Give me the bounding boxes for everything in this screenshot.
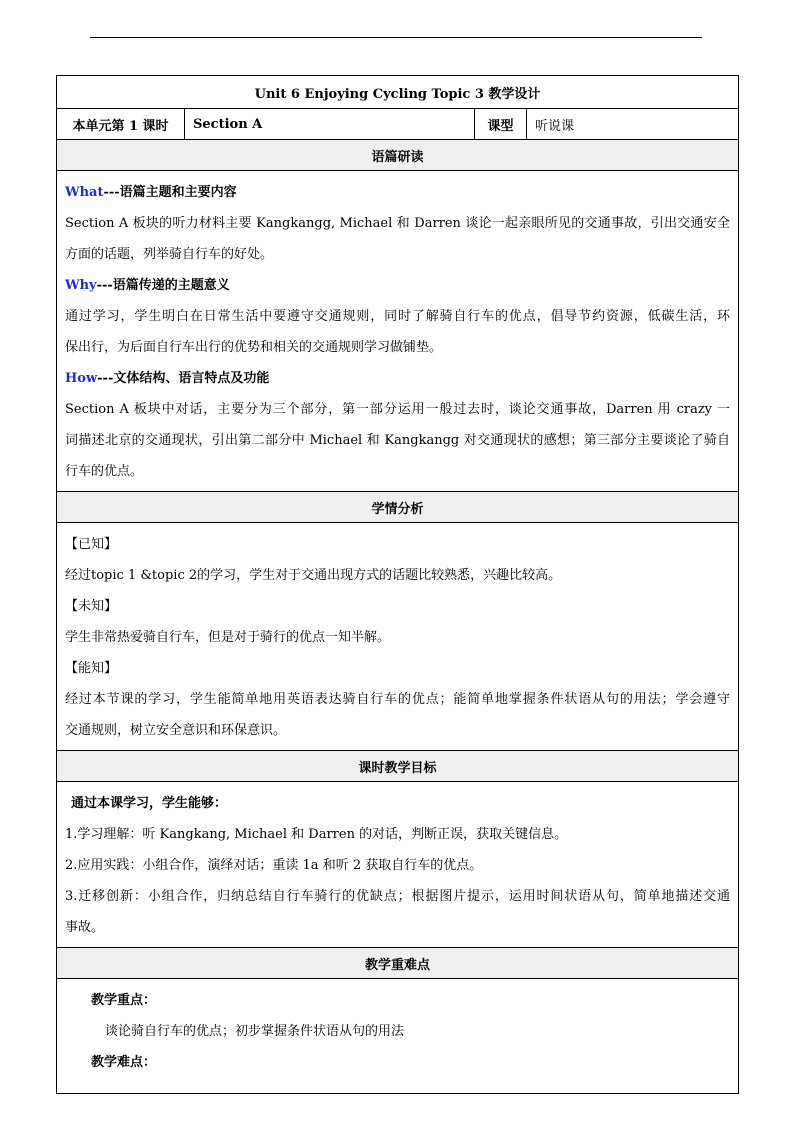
section-header-text-study: 语篇研读 (57, 140, 739, 171)
section-header-goals: 课时教学目标 (57, 751, 739, 782)
goals-intro: 通过本课学习，学生能够： (71, 796, 228, 811)
learner-body (57, 523, 739, 751)
why-heading: Why---语篇传递的主题意义 (65, 278, 230, 293)
type-label: 课型 (475, 109, 527, 140)
how-line-3: 行车的优点。 (65, 464, 144, 479)
header-rule (90, 37, 702, 38)
section-header-learner: 学情分析 (57, 492, 739, 523)
unknown-text: 学生非常热爱骑自行车，但是对于骑行的优点一知半解。 (65, 630, 391, 645)
goals-body (57, 782, 739, 948)
section-name: Section A (185, 109, 475, 140)
known-text: 经过topic 1 &topic 2的学习，学生对于交通出现方式的话题比较熟悉，兴趣比较高。 (65, 568, 562, 583)
lesson-plan-table (56, 75, 739, 1094)
key-point-label: 教学重点： (91, 993, 157, 1008)
how-line-2: 词描述北京的交通现状，引出第二部分中 Michael 和 Kangkangg 对交通现状的感想；第三部分主要谈论了骑自 (65, 433, 731, 448)
document-title: Unit 6 Enjoying Cycling Topic 3 教学设计 (57, 76, 739, 109)
why-line-1: 通过学习，学生明白在日常生活中要遵守交通规则，同时了解骑自行车的优点，倡导节约资源，低碳生活，环 (65, 309, 731, 324)
focus-body (57, 979, 739, 1094)
difficulty-label: 教学难点： (91, 1055, 157, 1070)
how-heading: How---文体结构、语言特点及功能 (65, 371, 270, 386)
type-value: 听说课 (527, 109, 739, 140)
able-line-1: 经过本节课的学习，学生能简单地用英语表达骑自行车的优点；能简单地掌握条件状语从句的用法；学会遵守 (65, 692, 731, 707)
unknown-label: 【未知】 (65, 599, 118, 614)
able-line-2: 交通规则，树立安全意识和环保意识。 (65, 723, 287, 738)
goal-item-3-line-2: 事故。 (65, 920, 105, 935)
how-line-1: Section A 板块中对话，主要分为三个部分，第一部分运用一般过去时，谈论交通事故，Darren 用 crazy 一 (65, 402, 731, 417)
what-line-1: Section A 板块的听力材料主要 Kangkangg, Michael 和 Darren 谈论一起亲眼所见的交通事故，引出交通安全 (65, 216, 731, 231)
goal-item-2: 2.应用实践：小组合作，演绎对话；重读 1a 和听 2 获取自行车的优点。 (65, 858, 483, 873)
section-header-focus: 教学重难点 (57, 948, 739, 979)
why-line-2: 保出行，为后面自行车出行的优势和相关的交通规则学习做铺垫。 (65, 340, 443, 355)
able-label: 【能知】 (65, 661, 118, 676)
known-label: 【已知】 (65, 537, 118, 552)
key-point-text: 谈论骑自行车的优点；初步掌握条件状语从句的用法 (105, 1024, 405, 1039)
what-line-2: 方面的话题，列举骑自行车的好处。 (65, 247, 274, 262)
text-study-body (57, 171, 739, 492)
meta-row (57, 109, 739, 140)
period-label: 本单元第 1 课时 (57, 109, 185, 140)
goal-item-1: 1.学习理解：听 Kangkang, Michael 和 Darren 的对话，判断正误，获取关键信息。 (65, 827, 568, 842)
goal-item-3-line-1: 3.迁移创新：小组合作，归纳总结自行车骑行的优缺点；根据图片提示，运用时间状语从句，简单地描述交通 (65, 889, 731, 904)
what-heading: What---语篇主题和主要内容 (65, 185, 237, 200)
